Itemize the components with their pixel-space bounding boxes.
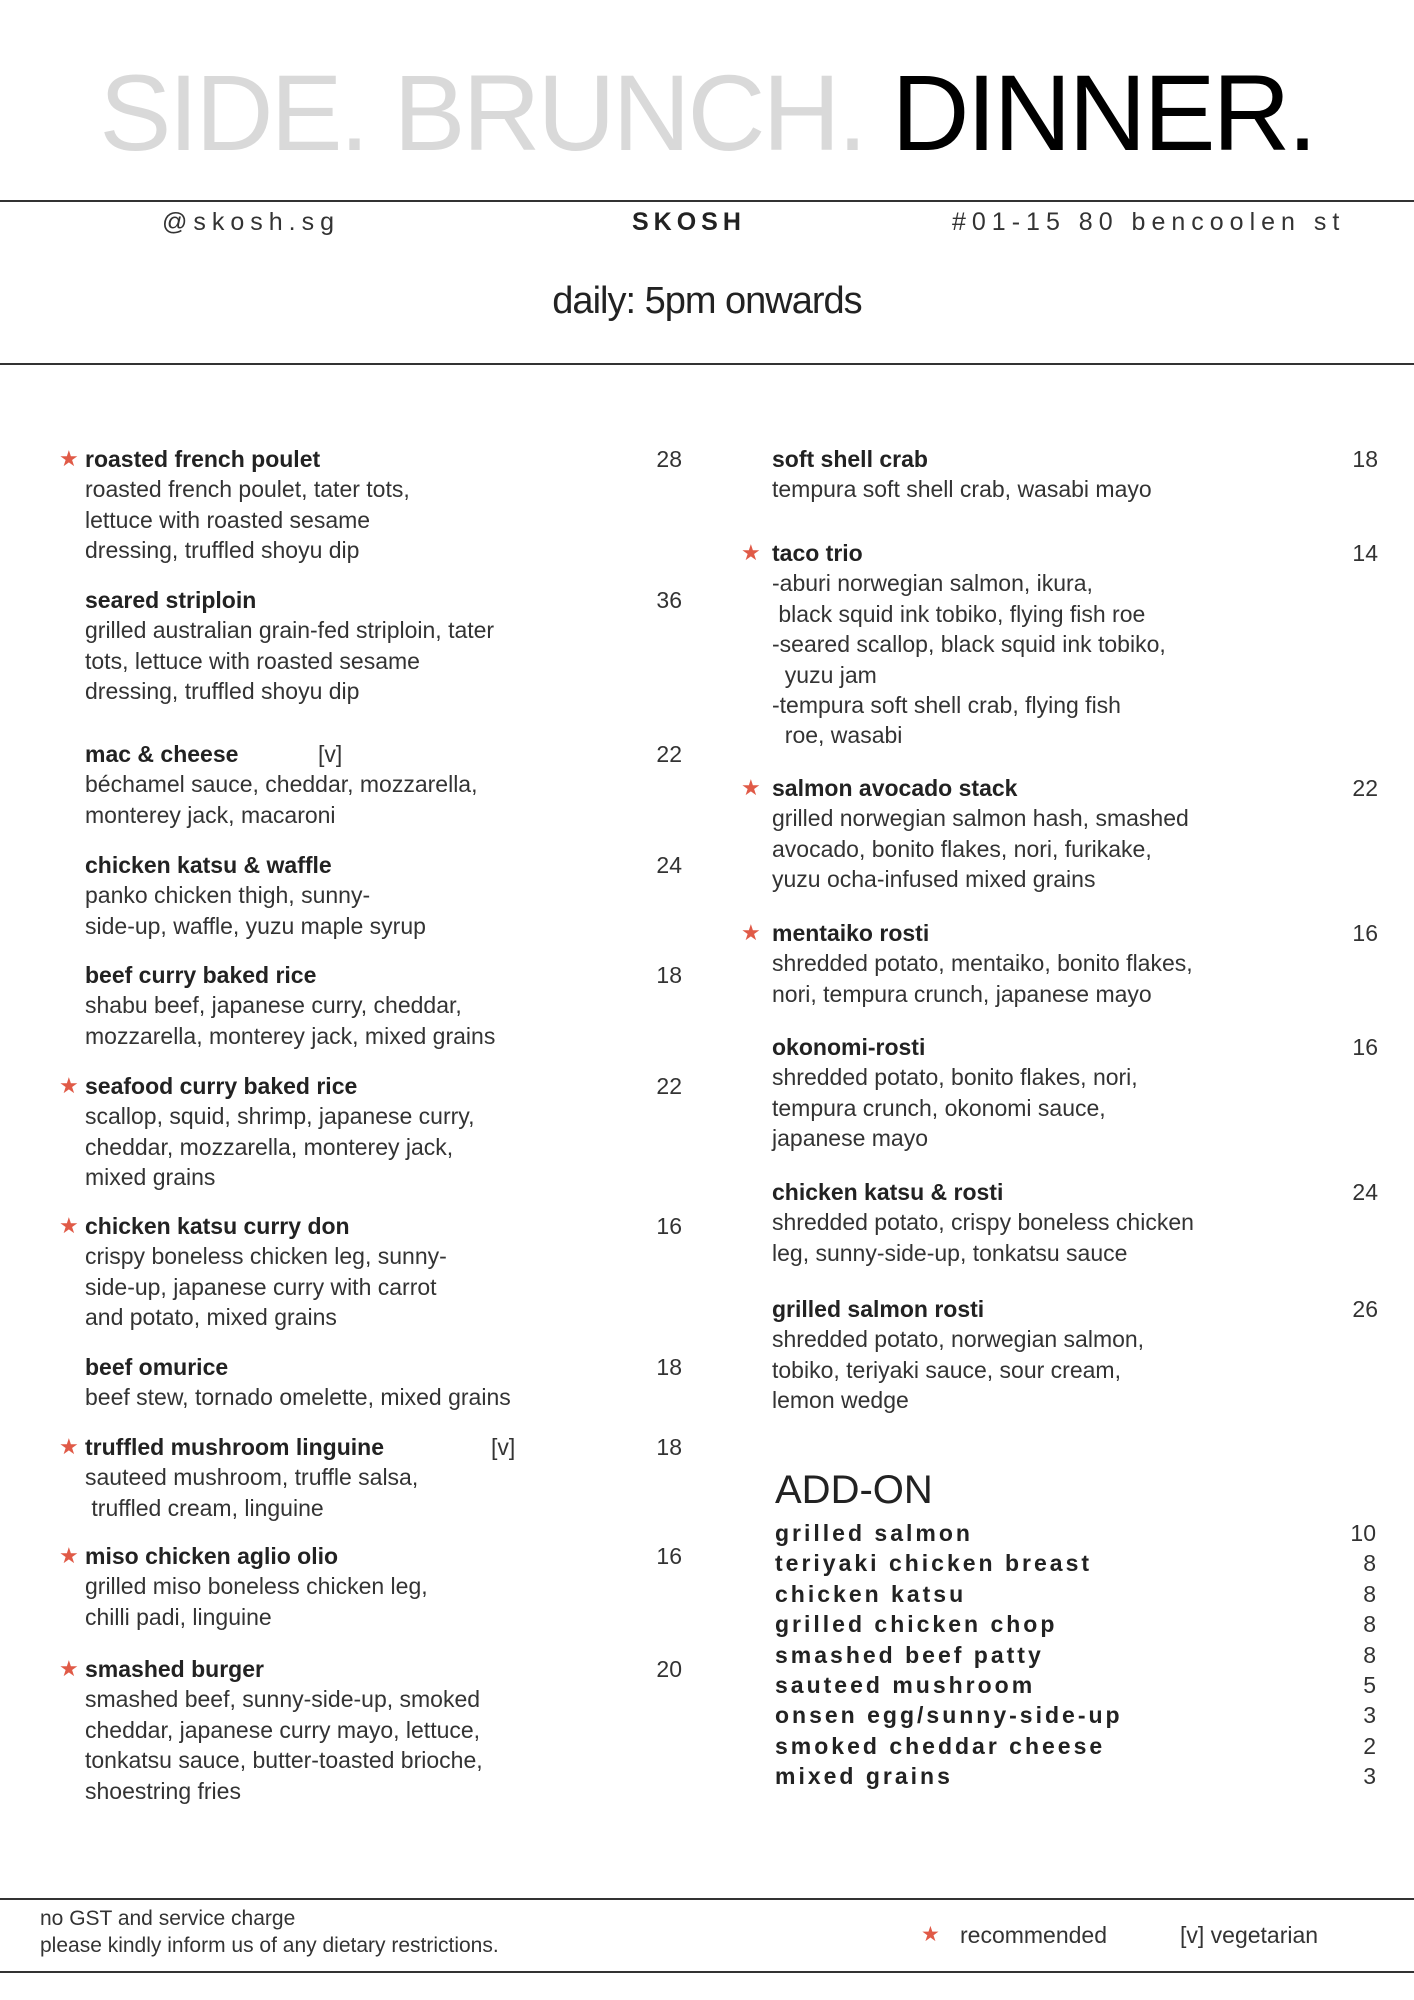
- menu-item: [59, 1541, 682, 1632]
- star-icon: ★: [741, 540, 761, 565]
- item-name: chicken katsu & rosti: [772, 1179, 1004, 1205]
- star-icon: ★: [59, 1213, 79, 1238]
- item-price: 16: [1352, 920, 1378, 946]
- item-price: 24: [656, 852, 682, 878]
- vegetarian-badge: [v]: [318, 741, 343, 767]
- addon-item: [775, 1581, 1376, 1608]
- star-icon: ★: [59, 1434, 79, 1459]
- item-description: shredded potato, norwegian salmon, tobiko, teriyaki sauce, sour cream, lemon wedge: [772, 1326, 1145, 1414]
- item-price: 28: [656, 446, 682, 472]
- item-name: soft shell crab: [772, 446, 928, 472]
- item-name: truffled mushroom linguine: [85, 1434, 384, 1460]
- divider: [0, 1898, 1414, 1900]
- addon-name: teriyaki chicken breast: [775, 1550, 1093, 1577]
- menu-item: [772, 1032, 1378, 1154]
- instagram-handle: @skosh.sg: [162, 208, 341, 236]
- item-name: mac & cheese: [85, 741, 239, 767]
- item-name: seared striploin: [85, 587, 257, 613]
- item-price: 24: [1352, 1179, 1378, 1205]
- item-description: grilled norwegian salmon hash, smashed avocado, bonito flakes, nori, furikake, yuzu ocha-infused mixed grains: [772, 805, 1189, 893]
- addon-price: 3: [1363, 1702, 1376, 1729]
- addon-item: [775, 1763, 1376, 1790]
- menu-item: [772, 1177, 1378, 1268]
- item-price: 18: [656, 1434, 682, 1460]
- addon-price: 8: [1363, 1580, 1376, 1607]
- star-icon: ★: [59, 1073, 79, 1098]
- addon-item: [775, 1520, 1376, 1547]
- item-description: sauteed mushroom, truffle salsa, truffled cream, linguine: [85, 1464, 419, 1521]
- item-name: miso chicken aglio olio: [85, 1543, 339, 1569]
- star-icon: ★: [59, 1543, 79, 1568]
- addon-price: 8: [1363, 1550, 1376, 1577]
- addon-price: 2: [1363, 1732, 1376, 1759]
- address: #01-15 80 bencoolen st: [952, 208, 1346, 236]
- item-name: chicken katsu & waffle: [85, 852, 332, 878]
- star-icon: ★: [921, 1923, 940, 1946]
- addon-name: sauteed mushroom: [775, 1672, 1036, 1698]
- addon-item: [775, 1611, 1376, 1638]
- addon-name: smoked cheddar cheese: [775, 1732, 1106, 1759]
- title-light: SIDE. BRUNCH.: [99, 52, 865, 173]
- item-price: 26: [1352, 1296, 1378, 1322]
- item-description: -aburi norwegian salmon, ikura, black squid ink tobiko, flying fish roe -seared scallop, black squid ink tobiko, yuzu jam -tempura soft shell crab, flying fish roe, wasabi: [772, 570, 1166, 749]
- item-price: 18: [1352, 446, 1378, 472]
- item-description: roasted french poulet, tater tots, lettuce with roasted sesame dressing, truffled shoyu dip: [85, 476, 410, 564]
- menu-item: [741, 918, 1378, 1009]
- item-price: 36: [656, 587, 682, 613]
- item-name: grilled salmon rosti: [772, 1296, 985, 1322]
- addon-price: 3: [1363, 1763, 1376, 1790]
- addon-price: 10: [1350, 1520, 1376, 1546]
- menu-title: [0, 50, 1414, 175]
- addon-name: grilled chicken chop: [775, 1611, 1058, 1638]
- item-description: crispy boneless chicken leg, sunny- side-up, japanese curry with carrot and potato, mixed grains: [85, 1243, 447, 1331]
- menu-item: [85, 1352, 682, 1413]
- addon-price: 8: [1363, 1641, 1376, 1668]
- item-price: 18: [656, 1354, 682, 1380]
- item-price: 18: [656, 962, 682, 988]
- menu-item: [85, 585, 682, 707]
- addon-item: [775, 1642, 1376, 1669]
- star-icon: ★: [741, 775, 761, 800]
- addon-name: mixed grains: [775, 1763, 953, 1790]
- item-description: béchamel sauce, cheddar, mozzarella, monterey jack, macaroni: [85, 771, 478, 828]
- item-description: shredded potato, bonito flakes, nori, tempura crunch, okonomi sauce, japanese mayo: [772, 1064, 1138, 1152]
- item-price: 16: [656, 1213, 682, 1239]
- star-icon: ★: [59, 446, 79, 471]
- menu-item: [85, 850, 682, 941]
- item-description: shabu beef, japanese curry, cheddar, mozzarella, monterey jack, mixed grains: [85, 992, 496, 1049]
- legend-recommended: recommended: [960, 1922, 1108, 1948]
- menu-item: [59, 1432, 682, 1523]
- menu-item: [772, 1294, 1378, 1416]
- item-price: 22: [656, 1073, 682, 1099]
- menu-item: [59, 444, 682, 566]
- divider: [0, 1971, 1414, 1973]
- divider: [0, 363, 1414, 365]
- item-name: seafood curry baked rice: [85, 1073, 358, 1099]
- title-dark: DINNER.: [891, 52, 1315, 173]
- item-description: shredded potato, mentaiko, bonito flakes, nori, tempura crunch, japanese mayo: [772, 950, 1193, 1007]
- item-name: mentaiko rosti: [772, 920, 930, 946]
- item-description: beef stew, tornado omelette, mixed grains: [85, 1384, 511, 1411]
- item-price: 22: [1352, 775, 1378, 801]
- item-description: tempura soft shell crab, wasabi mayo: [772, 476, 1152, 503]
- menu-item: [59, 1071, 682, 1193]
- item-price: 16: [1352, 1034, 1378, 1060]
- footer-note-dietary: please kindly inform us of any dietary restrictions.: [40, 1934, 499, 1957]
- star-icon: ★: [59, 1656, 79, 1681]
- addon-name: chicken katsu: [775, 1580, 967, 1607]
- legend-vegetarian: [v] vegetarian: [1180, 1922, 1319, 1948]
- vegetarian-badge: [v]: [491, 1434, 516, 1460]
- item-description: panko chicken thigh, sunny- side-up, waffle, yuzu maple syrup: [85, 882, 426, 939]
- menu-item: [741, 773, 1378, 895]
- addon-name: smashed beef patty: [775, 1641, 1044, 1668]
- item-name: chicken katsu curry don: [85, 1213, 350, 1239]
- addon-item: [775, 1702, 1376, 1729]
- item-name: beef omurice: [85, 1354, 229, 1380]
- item-price: 14: [1352, 540, 1378, 566]
- item-name: salmon avocado stack: [772, 775, 1018, 801]
- opening-hours: daily: 5pm onwards: [552, 280, 862, 322]
- item-description: scallop, squid, shrimp, japanese curry, cheddar, mozzarella, monterey jack, mixed grains: [85, 1103, 475, 1191]
- item-description: shredded potato, crispy boneless chicken leg, sunny-side-up, tonkatsu sauce: [772, 1209, 1194, 1266]
- item-price: 16: [656, 1543, 682, 1569]
- item-name: beef curry baked rice: [85, 962, 317, 988]
- item-name: taco trio: [772, 540, 863, 566]
- star-icon: ★: [741, 920, 761, 945]
- addon-item: [775, 1550, 1376, 1577]
- item-description: grilled miso boneless chicken leg, chilli padi, linguine: [85, 1573, 428, 1630]
- addon-title: ADD-ON: [775, 1468, 933, 1512]
- addon-price: 8: [1363, 1611, 1376, 1638]
- item-name: smashed burger: [85, 1656, 264, 1682]
- item-name: roasted french poulet: [85, 446, 321, 472]
- menu-item: [85, 739, 682, 830]
- addon-price: 5: [1363, 1672, 1376, 1698]
- menu-item: [741, 538, 1378, 751]
- brand-name: SKOSH: [632, 208, 746, 236]
- addon-item: [775, 1733, 1376, 1760]
- footer-note-gst: no GST and service charge: [40, 1907, 296, 1930]
- menu-item: [772, 444, 1378, 505]
- item-price: 22: [656, 741, 682, 767]
- divider: [0, 200, 1414, 202]
- item-price: 20: [656, 1656, 682, 1682]
- menu-item: [59, 1654, 682, 1806]
- item-description: smashed beef, sunny-side-up, smoked cheddar, japanese curry mayo, lettuce, tonkatsu sauce, butter-toasted brioche, shoestring fries: [85, 1686, 483, 1804]
- addon-item: [775, 1672, 1376, 1699]
- menu-item: [59, 1211, 682, 1333]
- menu-item: [85, 960, 682, 1051]
- addon-name: onsen egg/sunny-side-up: [775, 1702, 1123, 1729]
- item-name: okonomi-rosti: [772, 1034, 926, 1060]
- item-description: grilled australian grain-fed striploin, tater tots, lettuce with roasted sesame dressing, truffled shoyu dip: [85, 617, 495, 705]
- addon-name: grilled salmon: [775, 1520, 973, 1546]
